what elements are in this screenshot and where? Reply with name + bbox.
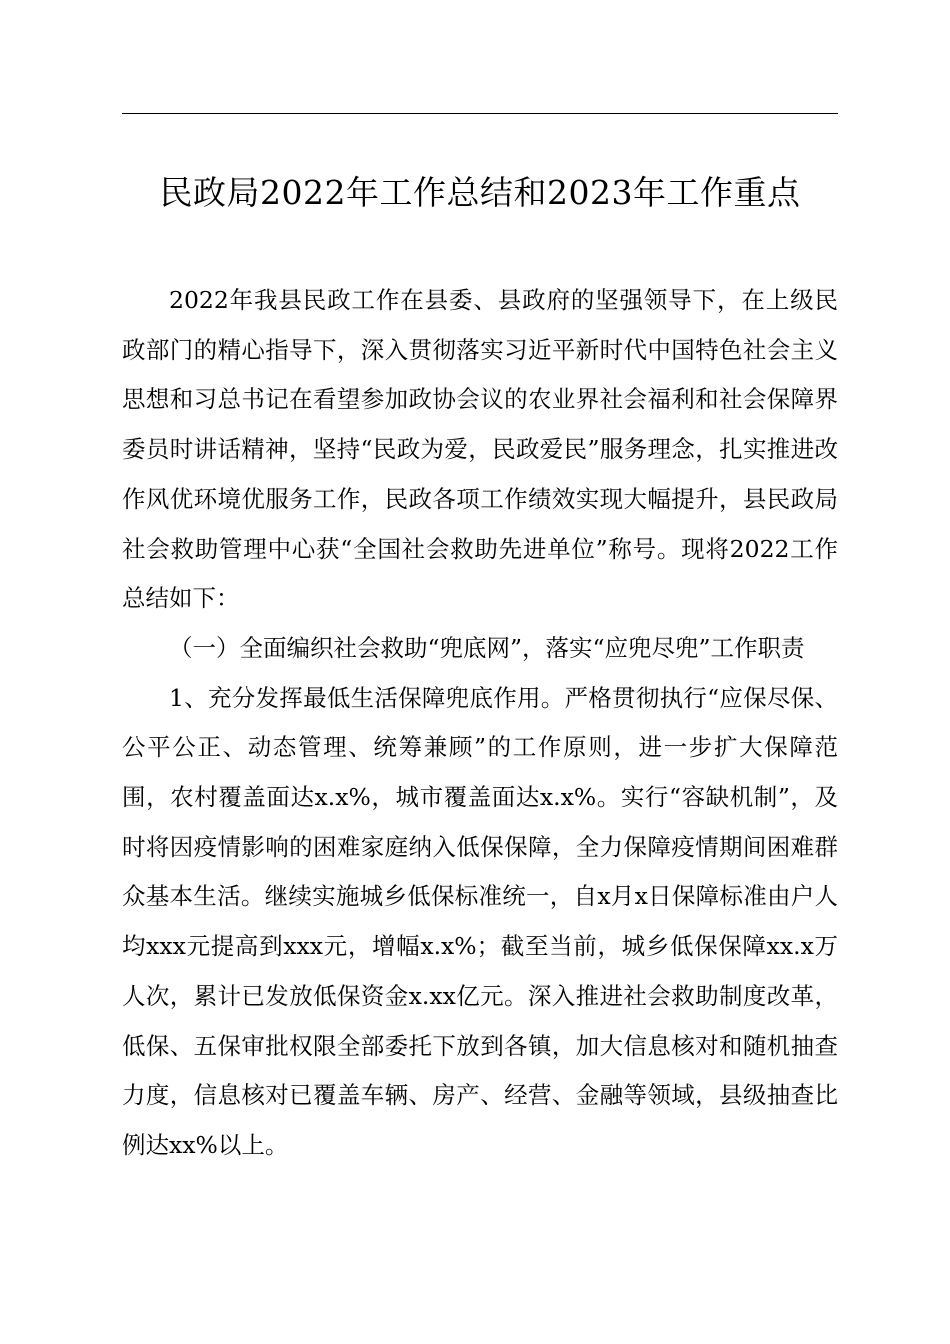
section-heading-1: （一）全面编织社会救助“兜底网”，落实“应兜尽兜”工作职责 bbox=[169, 633, 805, 662]
item-paragraph-1: 1、充分发挥最低生活保障兜底作用。严格贯彻执行“应保尽保、公平公正、动态管理、统筹兼顾”的工作原则，进一步扩大保障范围，农村覆盖面达x.x%，城市覆盖面达x.x%。实行“容缺机制”，及时将因疫情影响的困难家庭纳入低保保障，全力保障疫情期间困难群众基本生活。继续实施城乡低保标准统一，自x月x日保障标准由户人均xxx元提高到xxx元，增幅x.x%；截至当前，城乡低保保障xx.x万人次，累计已发放低保资金x.xx亿元。深入推进社会救助制度改革，低保、五保审批权限全部委托下放到各镇，加大信息核对和随机抽查力度，信息核对已覆盖车辆、房产、经营、金融等领域，县级抽查比例达xx%以上。 bbox=[122, 683, 838, 1159]
intro-paragraph: 2022年我县民政工作在县委、县政府的坚强领导下，在上级民政部门的精心指导下，深入贯彻落实习近平新时代中国特色社会主义思想和习总书记在看望参加政协会议的农业界社会福利和社会保障界委员时讲话精神，坚持“民政为爱，民政爱民”服务理念，扎实推进改作风优环境优服务工作，民政各项工作绩效实现大幅提升，县民政局社会救助管理中心获“全国社会救助先进单位”称号。现将2022工作总结如下： bbox=[122, 286, 838, 613]
document-body bbox=[122, 276, 838, 1171]
document-title: 民政局2022年工作总结和2023年工作重点 bbox=[159, 173, 801, 212]
header-divider bbox=[122, 113, 838, 114]
